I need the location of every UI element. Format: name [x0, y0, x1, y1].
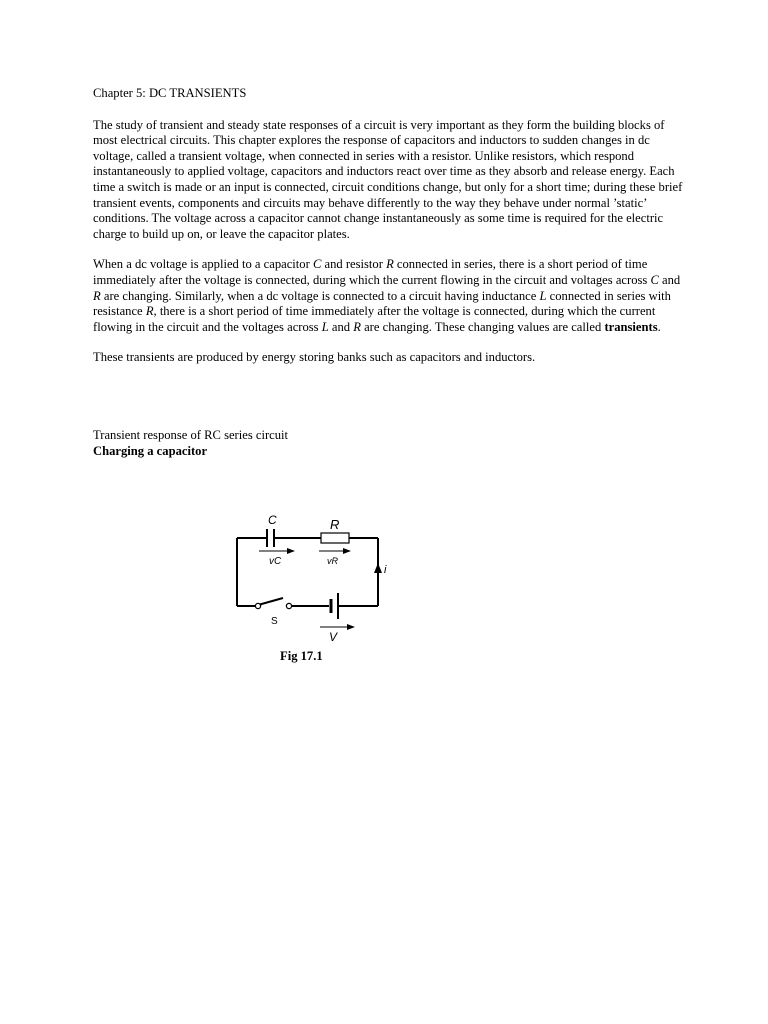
text-run: connected in series with resistance [93, 288, 671, 319]
label-vc: vC [269, 556, 282, 567]
text-run: and [328, 319, 354, 334]
figure-caption: Fig 17.1 [280, 649, 323, 663]
v-arrow-head [347, 624, 355, 630]
section-title: Transient response of RC series circuit [93, 427, 289, 442]
energy-storage-paragraph: These transients are produced by energy storing banks such as capacitors and inductors. [93, 350, 536, 365]
vr-arrow-head [343, 548, 351, 554]
switch-blade [258, 598, 283, 605]
label-s: S [271, 616, 278, 627]
label-c: C [268, 513, 277, 527]
rc-circuit-figure [225, 507, 395, 652]
rc-rl-paragraph [93, 257, 683, 335]
resistor-symbol [321, 533, 349, 543]
spacer [93, 381, 683, 428]
current-arrow-icon [374, 563, 382, 573]
label-v: V [329, 630, 338, 644]
symbol-c: C [312, 257, 322, 272]
symbol-r: R [386, 257, 394, 272]
symbol-r: R [93, 288, 101, 303]
rc-circuit-diagram [225, 507, 395, 652]
document-body [93, 86, 683, 459]
label-i: i [384, 564, 387, 576]
intro-paragraph: The study of transient and steady state responses of a circuit is very important as they form the building blocks of most electrical circuits. This chapter explores the response of capacitors and inductors to sudden changes in dc voltage, called a transient voltage, when connected in series with a resistor. Unlike resistors, which respond instantaneously to applied voltage, capacitors and inductors react over time as they absorb and release energy. Each time a switch is made or an input is connected, circuit conditions change, but only for a short time; during these brief transient events, components and circuits may behave differently to the way they behave under normal ’static’ conditions. The voltage across a capacitor cannot change instantaneously as some time is required for the electric charge to build up on, or leave the capacitor plates. [93, 117, 683, 241]
transients-term: transients [604, 319, 658, 334]
vc-arrow-head [287, 548, 295, 554]
text-run: . [657, 319, 661, 334]
text-run: and [658, 272, 681, 287]
symbol-l: L [321, 319, 329, 334]
label-r: R [330, 517, 340, 532]
chapter-title: Chapter 5: DC TRANSIENTS [93, 86, 247, 100]
subsection-title: Charging a capacitor [93, 443, 208, 458]
text-run: are changing. Similarly, when a dc voltage is connected to a circuit having inductance [100, 288, 540, 303]
text-run: are changing. These changing values are called [360, 319, 605, 334]
symbol-c: C [650, 272, 659, 287]
label-vr: vR [327, 556, 338, 566]
symbol-r: R [145, 304, 154, 319]
switch-contact-left [255, 603, 260, 608]
symbol-r: R [353, 319, 361, 334]
text-run: When a dc voltage is applied to a capacitor [93, 257, 313, 272]
text-run: , there is a short period of time immediately after the voltage is connected, during which the current flowing in the circuit and the voltages across [93, 304, 656, 334]
text-run: connected in series, there is a short period of time immediately after the voltage is connected, during which the current flowing in the circuit and voltages across [93, 257, 651, 287]
symbol-l: L [539, 288, 547, 303]
text-run: and resistor [321, 257, 387, 272]
switch-contact-right [286, 603, 291, 608]
